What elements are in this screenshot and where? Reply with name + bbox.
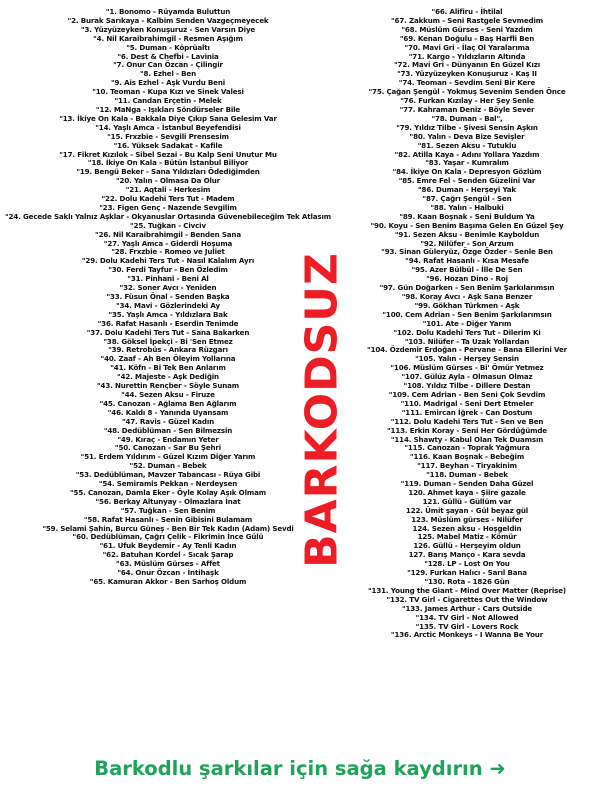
- song-item: "21. Aqtali - Herkesim: [125, 185, 211, 195]
- song-item: "134. TV Girl - Not Allowed: [415, 612, 519, 622]
- song-item: "50. Canozan - Sar Bu Şehri: [114, 443, 222, 453]
- song-item: "109. Cem Adrian - Ben Seni Çok Sevdim: [388, 389, 546, 399]
- song-item: "48. Dedüblüman - Sen Bilmezsin: [103, 425, 233, 435]
- song-item: "135. TV Girl - Lovers Rock: [415, 621, 519, 631]
- song-item: "114. Shawty - Kabul Olan Tek Duamsın: [390, 434, 544, 444]
- song-item: "26. Nil Karaibrahimgil - Benden Sana: [95, 229, 241, 239]
- song-item: "85. Emre Fel - Senden Güzelini Var: [398, 176, 536, 186]
- song-item: 121. Güllü - Güllüm var: [422, 496, 512, 506]
- song-item: "129. Furkan Halıcı - Sarıl Bana: [407, 568, 527, 578]
- song-item: "128. LP - Lost On You: [424, 559, 510, 569]
- song-item: "112. Dolu Kadehi Ters Tut - Sen ve Ben: [390, 416, 544, 426]
- song-item: "108. Yıldız Tilbe - Dillere Destan: [403, 381, 531, 391]
- song-item: "55. Canozan, Damla Eker - Öyle Kolay Aşık Olmam: [70, 487, 266, 497]
- song-item: "63. Müslüm Gürses - Affet: [116, 559, 220, 569]
- song-item: "95. Azer Bülbül - İlle De Sen: [411, 265, 523, 275]
- song-item: "65. Kamuran Akkor - Ben Sarhoş Oldum: [89, 577, 247, 586]
- song-item: 122. Ümit şayan - Gül beyaz gül: [405, 505, 529, 515]
- song-item: "24. Gecede Saklı Yalnız Aşklar - Okyanuslar Ortasında Güvenebileceğim Tek Atlasım: [5, 211, 331, 221]
- song-item: "99. Gökhan Türkmen - Aşk: [414, 300, 520, 310]
- song-item: "79. Yıldız Tilbe - Şivesi Sensin Aşkın: [396, 122, 538, 132]
- song-item: "72. Mavi Gri - Dünyanın En Güzel Kızı: [393, 60, 540, 70]
- song-item: "90. Koyu - Sen Benim Başıma Gelen En Güzel Şey: [370, 220, 564, 230]
- song-item: "93. Sinan Güleryüz, Özge Özder - Senle Ben: [381, 247, 553, 257]
- song-item: 125. Mabel Matiz - Kömür: [417, 532, 517, 542]
- song-item: "66. Alifiru - İhtilal: [431, 7, 503, 16]
- song-item: "84. İkiye On Kala - Depresyon Gözlüm: [392, 167, 542, 177]
- song-item: "96. Hozan Dino - Roj: [426, 274, 508, 284]
- song-item: "136. Arctic Monkeys - I Wanna Be Your: [390, 630, 544, 640]
- song-item: "60. Dedüblüman, Çağrı Çelik - Fikrimin İnce Gülü: [72, 532, 264, 542]
- song-item: "59. Selami Şahin, Burcu Güneş - Ben Bir Tek Kadın (Adam) Sevdi: [42, 523, 294, 533]
- song-item: "8. Ezhel - Ben: [140, 69, 196, 79]
- song-item: "98. Koray Avcı - Aşk Sana Benzer: [401, 292, 533, 301]
- song-item: "42. Majeste - Aşk Dediğin: [117, 372, 219, 382]
- song-item: "23. Figen Genç - Nazende Sevgilim: [99, 202, 237, 212]
- song-item: "76. Furkan Kızılay - Her Şey Senle: [400, 96, 534, 106]
- song-item: "88. Yalın - Halbuki: [430, 202, 504, 212]
- song-item: "12. MaNga - Işıkları Söndürseler Bile: [95, 104, 241, 114]
- song-item: "115. Canozan - Toprak Yağmura: [404, 443, 530, 453]
- song-item: "9. Ais Ezhel - Aşk Vurdu Beni: [110, 78, 226, 88]
- song-item: "73. Yüzyüzeyken Konuşuruz - Kaş II: [397, 69, 537, 79]
- song-item: "92. Nilüfer - Son Arzum: [420, 238, 514, 248]
- song-item: "10. Teoman - Kupa Kızı ve Sinek Valesi: [92, 87, 244, 97]
- song-item: "130. Rota - 1826 Gün: [424, 577, 510, 586]
- song-item: "16. Yüksek Sadakat - Kafile: [113, 140, 223, 150]
- song-item: "80. Yalın - Deva Bize Sevişler: [409, 131, 525, 141]
- song-item: "54. Semiramis Pekkan - Nerdeysen: [98, 479, 238, 489]
- song-item: "82. Atilla Kaya - Adını Yollara Yazdım: [394, 149, 540, 159]
- song-item: "94. Rafat Hasanlı - Kısa Mesafe: [405, 256, 529, 266]
- song-item: "71. Kargo - Yıldızların Altında: [408, 51, 526, 61]
- song-item: "70. Mavi Gri - İlaç Ol Yaralarıma: [404, 42, 530, 52]
- song-item: "1. Bonomo - Rüyamda Buluttun: [105, 7, 231, 16]
- song-item: "30. Ferdi Tayfur - Ben Özledim: [108, 265, 228, 275]
- song-item: "45. Canozan - Ağlama Ben Ağlarım: [99, 398, 237, 408]
- song-item: "4. Nil Karaibrahimgil - Resmen Aşığım: [93, 33, 243, 43]
- song-item: 120. Ahmet kaya - Şiire gazale: [408, 487, 526, 497]
- song-item: "31. Pinhani - Beni Al: [127, 274, 209, 284]
- song-item: "14. Yaşlı Amca - İstanbul Beyefendisi: [95, 122, 241, 132]
- song-item: "11. Candan Erçetin - Melek: [114, 96, 222, 106]
- song-item: "13. İkiye On Kala - Bakkala Diye Çıkıp Sana Gelesim Var: [59, 113, 277, 123]
- song-item: "15. Frxzbie - Sevgili Prensesim: [107, 131, 229, 141]
- song-item: "75. Çağan Şengül - Yokmuş Sevenim Senden Önce: [368, 87, 566, 97]
- song-item: "44. Sezen Aksu - Firuze: [121, 389, 215, 399]
- song-item: "69. Kenan Doğulu - Baş Harfli Ben: [399, 33, 535, 43]
- song-item: "97. Gün Doğarken - Sen Benim Şarkılarımsın: [379, 283, 555, 293]
- song-item: "133. James Arthur - Cars Outside: [401, 603, 533, 613]
- song-list-right-column: [336, 8, 598, 640]
- song-item: "101. Ate - Diğer Yarım: [422, 318, 512, 328]
- song-item: "102. Dolu Kadehi Ters Tut - Dilerim Ki: [393, 327, 541, 337]
- song-item: "41. Köfn - Bi Tek Ben Anlarım: [110, 363, 226, 373]
- song-item: "110. Madrigal - Seni Dert Etmeler: [400, 398, 534, 408]
- song-item: "117. Beyhan - Tiryakinim: [417, 461, 517, 471]
- song-item: "37. Dolu Kadehi Ters Tut - Sana Bakarken: [86, 327, 250, 337]
- song-item: "51. Erdem Yıldırım - Güzel Kızım Diğer Yarım: [80, 452, 256, 462]
- song-item: "89. Kaan Boşnak - Seni Buldum Ya: [399, 211, 535, 221]
- song-item: 124. Sezen aksu - Hoşgeldin: [412, 523, 522, 533]
- song-item: "43. Nurettin Rençber - Söyle Sunam: [96, 381, 240, 391]
- song-item: "34. Mavi - Gözlerindeki Ay: [116, 300, 220, 310]
- song-item: "22. Dolu Kadehi Ters Tut - Madem: [101, 194, 235, 204]
- song-item: "62. Batuhan Kordel - Sıcak Şarap: [102, 550, 234, 560]
- song-item: "38. Göksel İpekçi - Bi 'Sen Etmez: [103, 336, 233, 346]
- song-item: "49. Kıraç - Endamın Yeter: [117, 434, 219, 444]
- song-item: "119. Duman - Senden Daha Güzel: [400, 479, 534, 489]
- song-item: "113. Erkin Koray - Seni Her Gördüğümde: [387, 425, 547, 435]
- song-item: "104. Özdemir Erdoğan - Pervane - Bana Ellerini Ver: [367, 345, 567, 355]
- song-item: "17. Fikret Kızılok - Sibel Sezai - Bu Kalp Seni Unutur Mu: [59, 149, 277, 159]
- song-item: "78. Duman - Bal",: [431, 113, 503, 123]
- song-item: 123. Müslüm gürses - Nilüfer: [411, 514, 523, 524]
- song-item: "74. Teoman - Sevdim Seni Bir Kere: [398, 78, 536, 88]
- song-item: "53. Dedüblüman, Mavzer Tabancası - Rüya Gibi: [75, 470, 261, 480]
- song-item: "77. Kahraman Deniz - Böyle Sever: [399, 104, 535, 114]
- song-item: "131. Young the Giant - Mind Over Matter (Reprise): [368, 585, 566, 595]
- song-item: "2. Burak Sarıkaya - Kalbim Senden Vazgeçmeyecek: [67, 15, 269, 25]
- song-item: "47. Ravis - Güzel Kadın: [121, 416, 215, 426]
- song-item: "40. Zaaf - Ah Ben Öleyim Yollarına: [100, 354, 236, 364]
- song-item: "20. Yalın - Olmasa Da Olur: [115, 176, 221, 186]
- song-item: "6. Dest & Chefbi - Lavinia: [117, 51, 219, 61]
- song-item: "111. Emircan İğrek - Can Dostum: [401, 407, 533, 417]
- song-item: "52. Duman - Bebek: [129, 461, 207, 471]
- song-item: "46. Kaldı 8 - Yanında Uyansam: [107, 407, 229, 417]
- song-item: "36. Rafat Hasanlı - Eserdin Tenimde: [97, 318, 239, 328]
- song-item: "83. Yaşar - Kumralım: [425, 158, 509, 168]
- song-item: "132. TV Girl - Cigarettes Out the Window: [386, 594, 548, 604]
- song-item: 127. Barış Manço - Kara sevda: [408, 550, 526, 560]
- song-item: "58. Rafat Hasanlı - Senin Gibisini Bulamam: [83, 514, 253, 524]
- song-item: "3. Yüzyüzeyken Konuşuruz - Sen Varsın Diye: [80, 24, 256, 34]
- song-item: "5. Duman - Köprüaltı: [126, 42, 210, 52]
- song-item: "57. Tuğkan - Sen Benim: [120, 505, 216, 515]
- song-item: "25. Tuğkan - Civciv: [130, 220, 206, 230]
- song-item: "107. Gülüz Ayla - Olmasun Olmaz: [401, 372, 533, 382]
- song-item: 126. Güllü - Herşeyim oldun: [413, 541, 521, 551]
- song-item: "106. Müslüm Gürses - Bi' Ömür Yetmez: [390, 363, 544, 373]
- song-item: "7. Onur Can Özcan - Çilingir: [113, 60, 223, 70]
- song-list-left-column: [2, 8, 334, 587]
- song-item: "105. Yalın - Herşey Sensin: [415, 354, 519, 364]
- song-item: "35. Yaşlı Amca - Yıldızlara Bak: [108, 309, 228, 319]
- song-item: "118. Duman - Bebek: [426, 470, 508, 480]
- song-item: "56. Berkay Altunyay - Olmazlara İnat: [95, 496, 241, 506]
- song-item: "103. Nilüfer - Ta Uzak Yollardan: [404, 336, 530, 346]
- song-item: "39. Retrobüs - Ankara Rüzgarı: [108, 345, 228, 355]
- song-item: "29. Dolu Kadehi Ters Tut - Nasıl Kalalım Ayrı: [81, 256, 255, 266]
- song-item: "81. Sezen Aksu - Tutuklu: [417, 140, 517, 150]
- song-item: "19. Bengü Beker - Sana Yıldızları Ödediğimden: [76, 167, 260, 177]
- song-item: "61. Ufuk Beydemir - Ay Tenli Kadın: [99, 541, 237, 551]
- song-item: "91. Sezen Aksu - Benimle Kayboldun: [394, 229, 540, 239]
- song-item: "32. Soner Avcı - Yeniden: [119, 283, 217, 293]
- song-item: "64. Onur Özcan - İntihaşk: [117, 568, 219, 578]
- swipe-hint-footer[interactable]: Barkodlu şarkılar için sağa kaydırın ➜: [94, 757, 506, 780]
- song-item: "100. Cem Adrian - Sen Benim Şarkılarımsın: [382, 309, 552, 319]
- song-item: "87. Çağrı Şengül - Sen: [422, 194, 512, 204]
- song-item: "67. Zakkum - Seni Rastgele Sevmedim: [390, 15, 543, 25]
- watermark-label: BARKODSUZ: [296, 252, 348, 568]
- song-item: "86. Duman - Herşeyi Yak: [418, 185, 516, 195]
- song-item: "116. Kaan Boşnak - Bebeğim: [409, 452, 525, 462]
- song-item: "68. Müslüm Gürses - Seni Yazdım: [401, 24, 533, 34]
- song-item: "27. Yaşlı Amca - Giderdi Hoşuma: [103, 238, 233, 248]
- song-item: "33. Füsun Önal - Senden Başka: [106, 292, 230, 301]
- song-item: "28. Frxzbie - Romeo ve Juliet: [111, 247, 225, 257]
- song-item: "18. İkiye On Kala - Bütün İstanbul Biliyor: [87, 158, 249, 168]
